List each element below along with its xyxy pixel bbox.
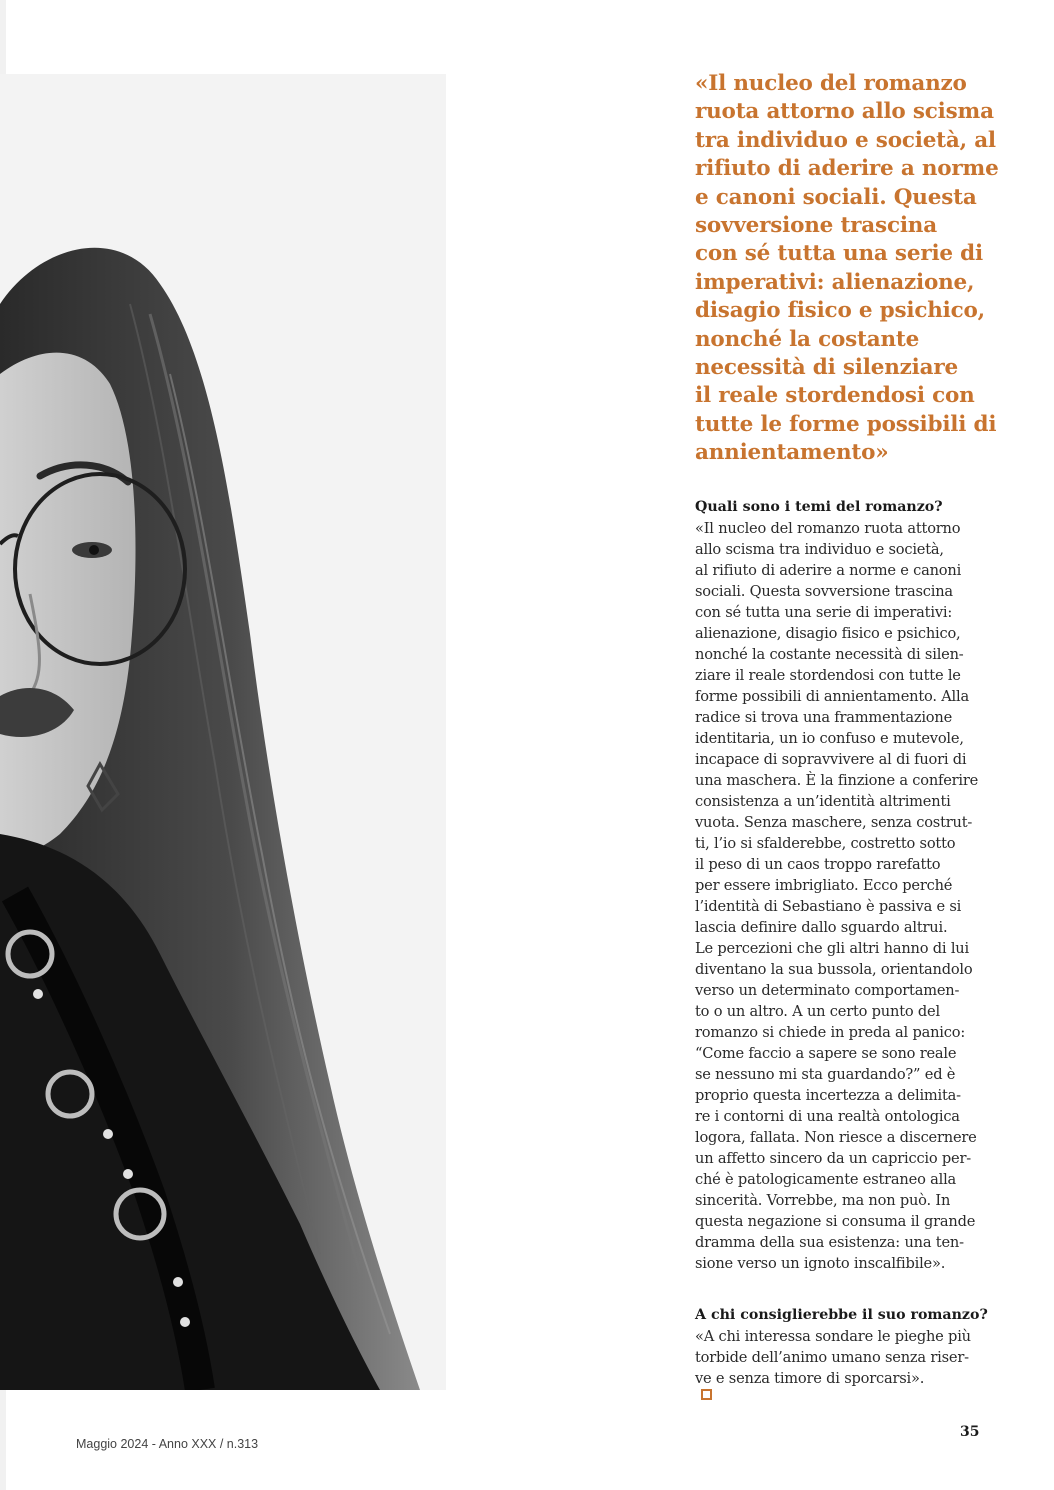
answer-line: sociali. Questa sovversione trascina: [695, 583, 953, 600]
answer-line: con sé tutta una serie di imperativi:: [695, 604, 953, 621]
answer-line: proprio questa incertezza a delimita-: [695, 1087, 961, 1104]
answer-line: forme possibili di annientamento. Alla: [695, 688, 969, 705]
answer-line: diventano la sua bussola, orientandolo: [695, 961, 973, 978]
interview-answer: [695, 1326, 995, 1400]
answer-line: il peso di un caos troppo rarefatto: [695, 856, 941, 873]
answer-line: «A chi interessa sondare le pieghe più: [695, 1328, 971, 1345]
pull-quote-line: nonché la costante: [695, 326, 920, 352]
answer-line: nonché la costante necessità di silen-: [695, 646, 964, 663]
answer-line: identitaria, un io confuso e mutevole,: [695, 730, 964, 747]
interview-qa-recommendation: [695, 1305, 995, 1400]
pull-quote-line: annientamento»: [695, 440, 889, 466]
answer-line: ti, l’io si sfalderebbe, costretto sotto: [695, 835, 956, 852]
pull-quote-line: rifiuto di aderire a norme: [695, 156, 999, 182]
answer-line: lascia definire dallo sguardo altrui.: [695, 919, 948, 936]
pull-quote-line: disagio fisico e psichico,: [695, 298, 985, 324]
answer-line: un affetto sincero da un capriccio per-: [695, 1150, 972, 1167]
hollow-square-icon: [701, 1389, 712, 1400]
answer-line: romanzo si chiede in preda al panico:: [695, 1024, 966, 1041]
answer-line: radice si trova una frammentazione: [695, 709, 953, 726]
answer-line: to o un altro. A un certo punto del: [695, 1003, 940, 1020]
answer-line: Le percezioni che gli altri hanno di lui: [695, 940, 969, 957]
answer-line-text: ve e senza timore di sporcarsi».: [695, 1370, 925, 1387]
answer-line: logora, fallata. Non riesce a discernere: [695, 1129, 977, 1146]
pull-quote-line: «Il nucleo del romanzo: [695, 71, 967, 96]
pull-quote-line: e canoni sociali. Questa: [695, 184, 977, 210]
answer-line: “Come faccio a sapere se sono reale: [695, 1045, 957, 1062]
pull-quote-line: necessità di silenziare: [695, 355, 958, 381]
answer-line: verso un determinato comportamen-: [695, 982, 960, 999]
answer-line: sincerità. Vorrebbe, ma non può. In: [695, 1192, 951, 1209]
answer-line: torbide dell’animo umano senza riser-: [695, 1349, 969, 1366]
pull-quote-line: il reale stordendosi con: [695, 383, 975, 409]
answer-line: incapace di sopravvivere al di fuori di: [695, 751, 967, 768]
answer-line: se nessuno mi sta guardando?” ed è: [695, 1066, 956, 1083]
pull-quote-line: ruota attorno allo scisma: [695, 99, 994, 125]
answer-line: al rifiuto di aderire a norme e canoni: [695, 562, 962, 579]
pull-quote-line: sovversione trascina: [695, 213, 937, 239]
author-portrait-photo: [0, 74, 446, 1390]
answer-line: «Il nucleo del romanzo ruota attorno: [695, 520, 961, 537]
issue-info: Maggio 2024 - Anno XXX / n.313: [76, 1437, 259, 1451]
answer-line: questa negazione si consuma il grande: [695, 1213, 976, 1230]
pull-quote: [695, 70, 999, 468]
interview-answer: [695, 518, 995, 1274]
answer-line: alienazione, disagio fisico e psichico,: [695, 625, 961, 642]
answer-line: consistenza a un’identità altrimenti: [695, 793, 951, 810]
answer-line: allo scisma tra individuo e società,: [695, 541, 944, 558]
answer-line: vuota. Senza maschere, senza costrut-: [695, 814, 973, 831]
pull-quote-line: con sé tutta una serie di: [695, 241, 983, 267]
answer-line: dramma della sua esistenza: una ten-: [695, 1234, 964, 1251]
answer-line: per essere imbrigliato. Ecco perché: [695, 877, 953, 894]
answer-line: ché è patologicamente estraneo alla: [695, 1171, 957, 1188]
interview-qa-themes: [695, 497, 995, 1274]
pull-quote-line: tutte le forme possibili di: [695, 411, 997, 437]
pull-quote-line: tra individuo e società, al: [695, 127, 996, 153]
answer-line: sione verso un ignoto inscalfibile».: [695, 1255, 946, 1272]
answer-line: re i contorni di una realtà ontologica: [695, 1108, 960, 1125]
answer-line: ziare il reale stordendosi con tutte le: [695, 667, 961, 684]
interview-question: A chi consiglierebbe il suo romanzo?: [695, 1307, 988, 1323]
answer-line: l’identità di Sebastiano è passiva e si: [695, 898, 962, 915]
answer-line-last: [695, 1368, 995, 1400]
interview-question: Quali sono i temi del romanzo?: [695, 499, 943, 515]
page-number: 35: [960, 1424, 980, 1440]
answer-line: una maschera. È la finzione a conferire: [695, 772, 979, 789]
pull-quote-line: imperativi: alienazione,: [695, 269, 975, 295]
